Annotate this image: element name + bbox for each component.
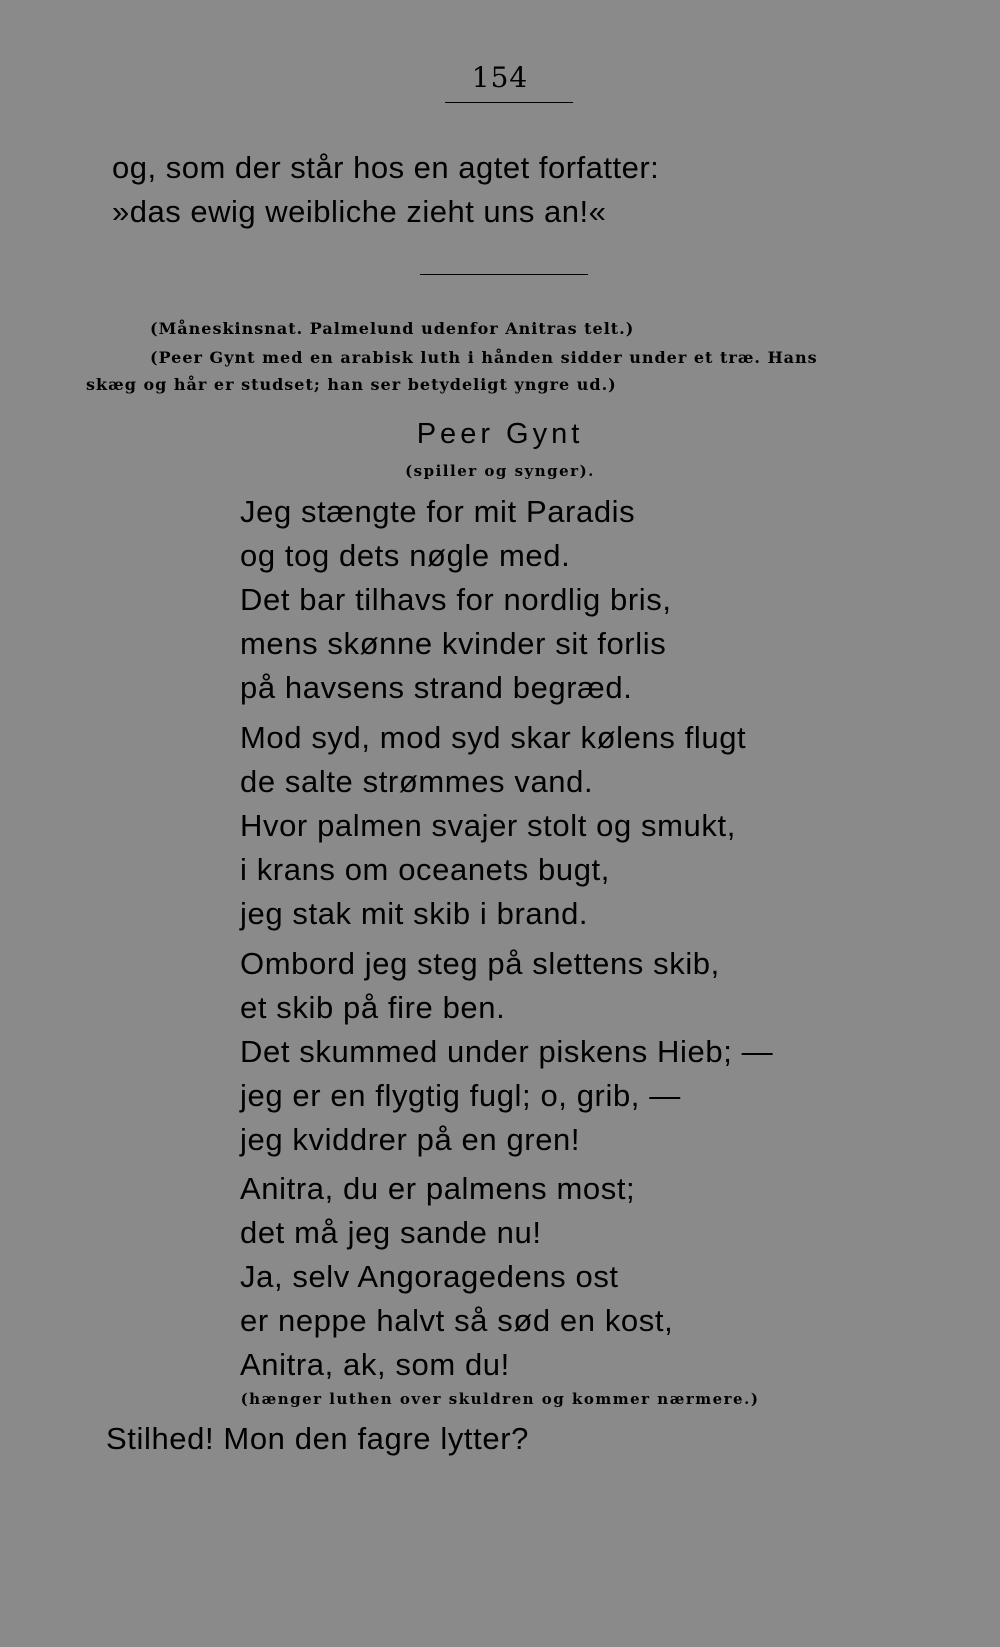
verse-line: på havsens strand begræd. [240,670,633,705]
verse-line: mens skønne kvinder sit forlis [240,626,667,661]
speaker-note: (spiller og synger). [405,462,595,480]
verse-line: Jeg stængte for mit Paradis [240,494,636,529]
stage-direction-action-cont: skæg og hår er studset; han ser betydeligt yngre ud.) [86,375,617,394]
section-rule [420,274,588,275]
closing-line: Stilhed! Mon den fagre lytter? [106,1421,529,1456]
verse-line: Anitra, ak, som du! [240,1347,510,1382]
verse-line: er neppe halvt så sød en kost, [240,1303,674,1338]
speaker-name: Peer Gynt [416,418,584,450]
stanza-4 [240,1167,673,1387]
prose-line: »das ewig weibliche zieht uns an!« [112,194,607,229]
verse-line: Mod syd, mod syd skar kølens flugt [240,720,747,755]
verse-line: og tog dets nøgle med. [240,538,571,573]
verse-line: i krans om oceanets bugt, [240,852,610,887]
closing-direction: (hænger luthen over skuldren og kommer nærmere.) [240,1390,760,1408]
verse-line: Anitra, du er palmens most; [240,1171,636,1206]
stanza-1 [240,490,672,710]
verse-line: det må jeg sande nu! [240,1215,542,1250]
verse-line: jeg kviddrer på en gren! [240,1122,581,1157]
stanza-3 [240,942,773,1162]
stanza-2 [240,716,746,936]
verse-line: Det skummed under piskens Hieb; — [240,1034,774,1069]
verse-line: et skib på fire ben. [240,990,506,1025]
verse-line: jeg stak mit skib i brand. [240,896,589,931]
verse-line: de salte strømmes vand. [240,764,594,799]
verse-line: Hvor palmen svajer stolt og smukt, [240,808,736,843]
page-number: 154 [471,61,529,94]
verse-line: jeg er en flygtig fugl; o, grib, — [240,1078,681,1113]
prose-line: og, som der står hos en agtet forfatter: [112,150,660,185]
stage-direction-action: (Peer Gynt med en arabisk luth i hånden sidder under et træ. Hans [150,348,818,367]
verse-line: Ja, selv Angoragedens ost [240,1259,619,1294]
header-rule [445,102,573,103]
opening-prose [112,146,659,234]
stage-direction-scene: (Måneskinsnat. Palmelund udenfor Anitras telt.) [150,319,635,338]
verse-line: Ombord jeg steg på slettens skib, [240,946,720,981]
verse-line: Det bar tilhavs for nordlig bris, [240,582,672,617]
